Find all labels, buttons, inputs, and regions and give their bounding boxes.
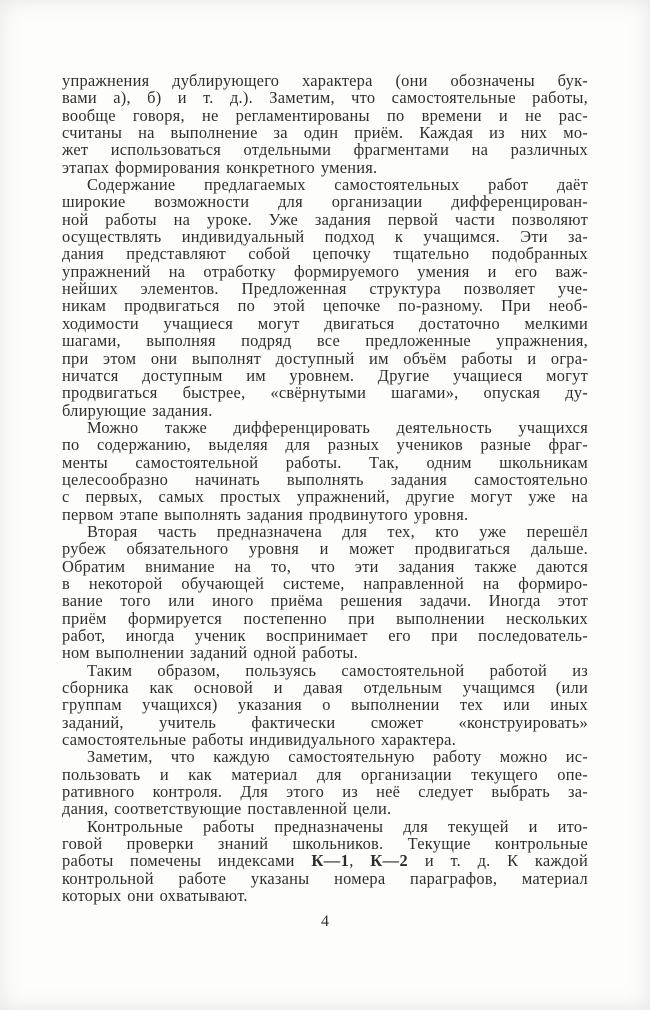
text-line: в некоторой обучающей системе, направленной на формиро- (62, 573, 588, 593)
text-line: пользовать и как материал для организации текущего опе- (62, 764, 588, 784)
text-line: дания представляют собой цепочку тщательно подобранных (62, 244, 588, 264)
text-line: блирующие задания. (62, 400, 213, 420)
paragraph (62, 748, 588, 817)
paragraph (62, 818, 588, 905)
text-block (62, 72, 588, 905)
text-line: самостоятельные работы индивидуального характера. (62, 730, 457, 750)
text-line: никам продвигаться по этой цепочке по-разному. При необ- (62, 296, 588, 316)
text-line: ративного контроля. Для этого из неё следует выбрать за- (62, 782, 588, 802)
text-line: вообще говоря, не регламентированы по времени и не рас- (62, 105, 588, 125)
bold-index-label: К—1 (311, 851, 350, 871)
text-line: упражнений на отработку формируемого умения и его важ- (62, 261, 588, 281)
text-line: заданий, учитель фактически сможет «конструировать» (62, 712, 588, 732)
text-line: продвигаться быстрее, «свёрнутыми шагами», опуская ду- (62, 383, 588, 403)
text-line: Заметим, что каждую самостоятельную работу можно ис- (87, 747, 588, 767)
paragraph (62, 176, 588, 419)
text-line: с первых, самых простых упражнений, другие могут уже на (62, 487, 588, 507)
text-line: осуществлять индивидуальный подход к учащимся. Эти за- (62, 227, 588, 247)
paragraph (62, 72, 588, 176)
text-line: вами а), б) и т. д.). Заметим, что самостоятельные работы, (62, 88, 588, 108)
text-line: Контрольные работы предназначены для текущей и ито- (87, 816, 588, 836)
text-line: считаны на выполнение за один приём. Каждая из них мо- (62, 123, 588, 143)
text-line: целесообразно начинать выполнять задания самостоятельно (62, 469, 588, 489)
text-line: говой проверки знаний школьников. Текущие контрольные (62, 834, 588, 854)
text-line: Содержание предлагаемых самостоятельных работ даёт (87, 175, 588, 195)
text-line: ном выполнении заданий одной работы. (62, 643, 359, 663)
text-line: вание того или иного приёма решения задачи. Иногда этот (62, 591, 588, 611)
paragraph (62, 419, 588, 523)
text-line: упражнения дублирующего характера (они обозначены бук- (62, 71, 588, 90)
text-line: дания, соответствующие поставленной цели. (62, 799, 392, 819)
text-line: Можно также дифференцировать деятельность учащихся (87, 417, 588, 437)
text-line: менты самостоятельной работы. Так, одним школьникам (62, 452, 588, 472)
text-line: контрольной работе указаны номера параграфов, материал (62, 868, 588, 888)
text-line: работы помечены индексами К—1, К—2 и т. д. К каждой (62, 851, 589, 871)
text-line: ничатся доступным им уровнем. Другие учащиеся могут (62, 365, 588, 385)
text-line: сборника как основой и давая отдельным учащимся (или (62, 678, 588, 698)
text-line: шагами, выполняя подряд все предложенные упражнения, (62, 331, 588, 351)
text-line: широкие возможности для организации дифференцирован- (62, 192, 588, 212)
text-line: ходимости учащиеся могут двигаться достаточно мелкими (62, 313, 588, 333)
text-line: приём формируется постепенно при выполнении нескольких (62, 608, 588, 628)
text-line: группам учащихся) указания о выполнении тех или иных (62, 695, 588, 715)
text-line: Таким образом, пользуясь самостоятельной работой из (87, 660, 588, 680)
text-line: работ, иногда ученик воспринимает его при последователь- (62, 626, 588, 645)
text-line: этапах формирования конкретного умения. (62, 157, 378, 177)
text-line: которых они охватывают. (62, 886, 248, 906)
page-number: 4 (321, 913, 329, 930)
text-line: жет использоваться отдельными фрагментами на различных (62, 140, 588, 160)
text-line: Вторая часть предназначена для тех, кто уже перешёл (87, 521, 588, 541)
paragraph (62, 662, 588, 749)
text-line: Обратим внимание на то, что эти задания также даются (62, 556, 588, 576)
text-line: рубеж обязательного уровня и может продвигаться дальше. (62, 539, 588, 559)
text-line: первом этапе выполнять задания продвинутого уровня. (62, 504, 469, 524)
bold-index-label: К—2 (370, 851, 409, 871)
text-line: по содержанию, выделяя для разных учеников разные фраг- (62, 435, 588, 455)
text-line: при этом они выполнят доступный им объём работы и огра- (62, 348, 588, 368)
text-line: ной работы на уроке. Уже задания первой части позволяют (62, 209, 588, 229)
text-line: нейших элементов. Предложенная структура позволяет уче- (62, 279, 588, 299)
paragraph (62, 523, 588, 662)
